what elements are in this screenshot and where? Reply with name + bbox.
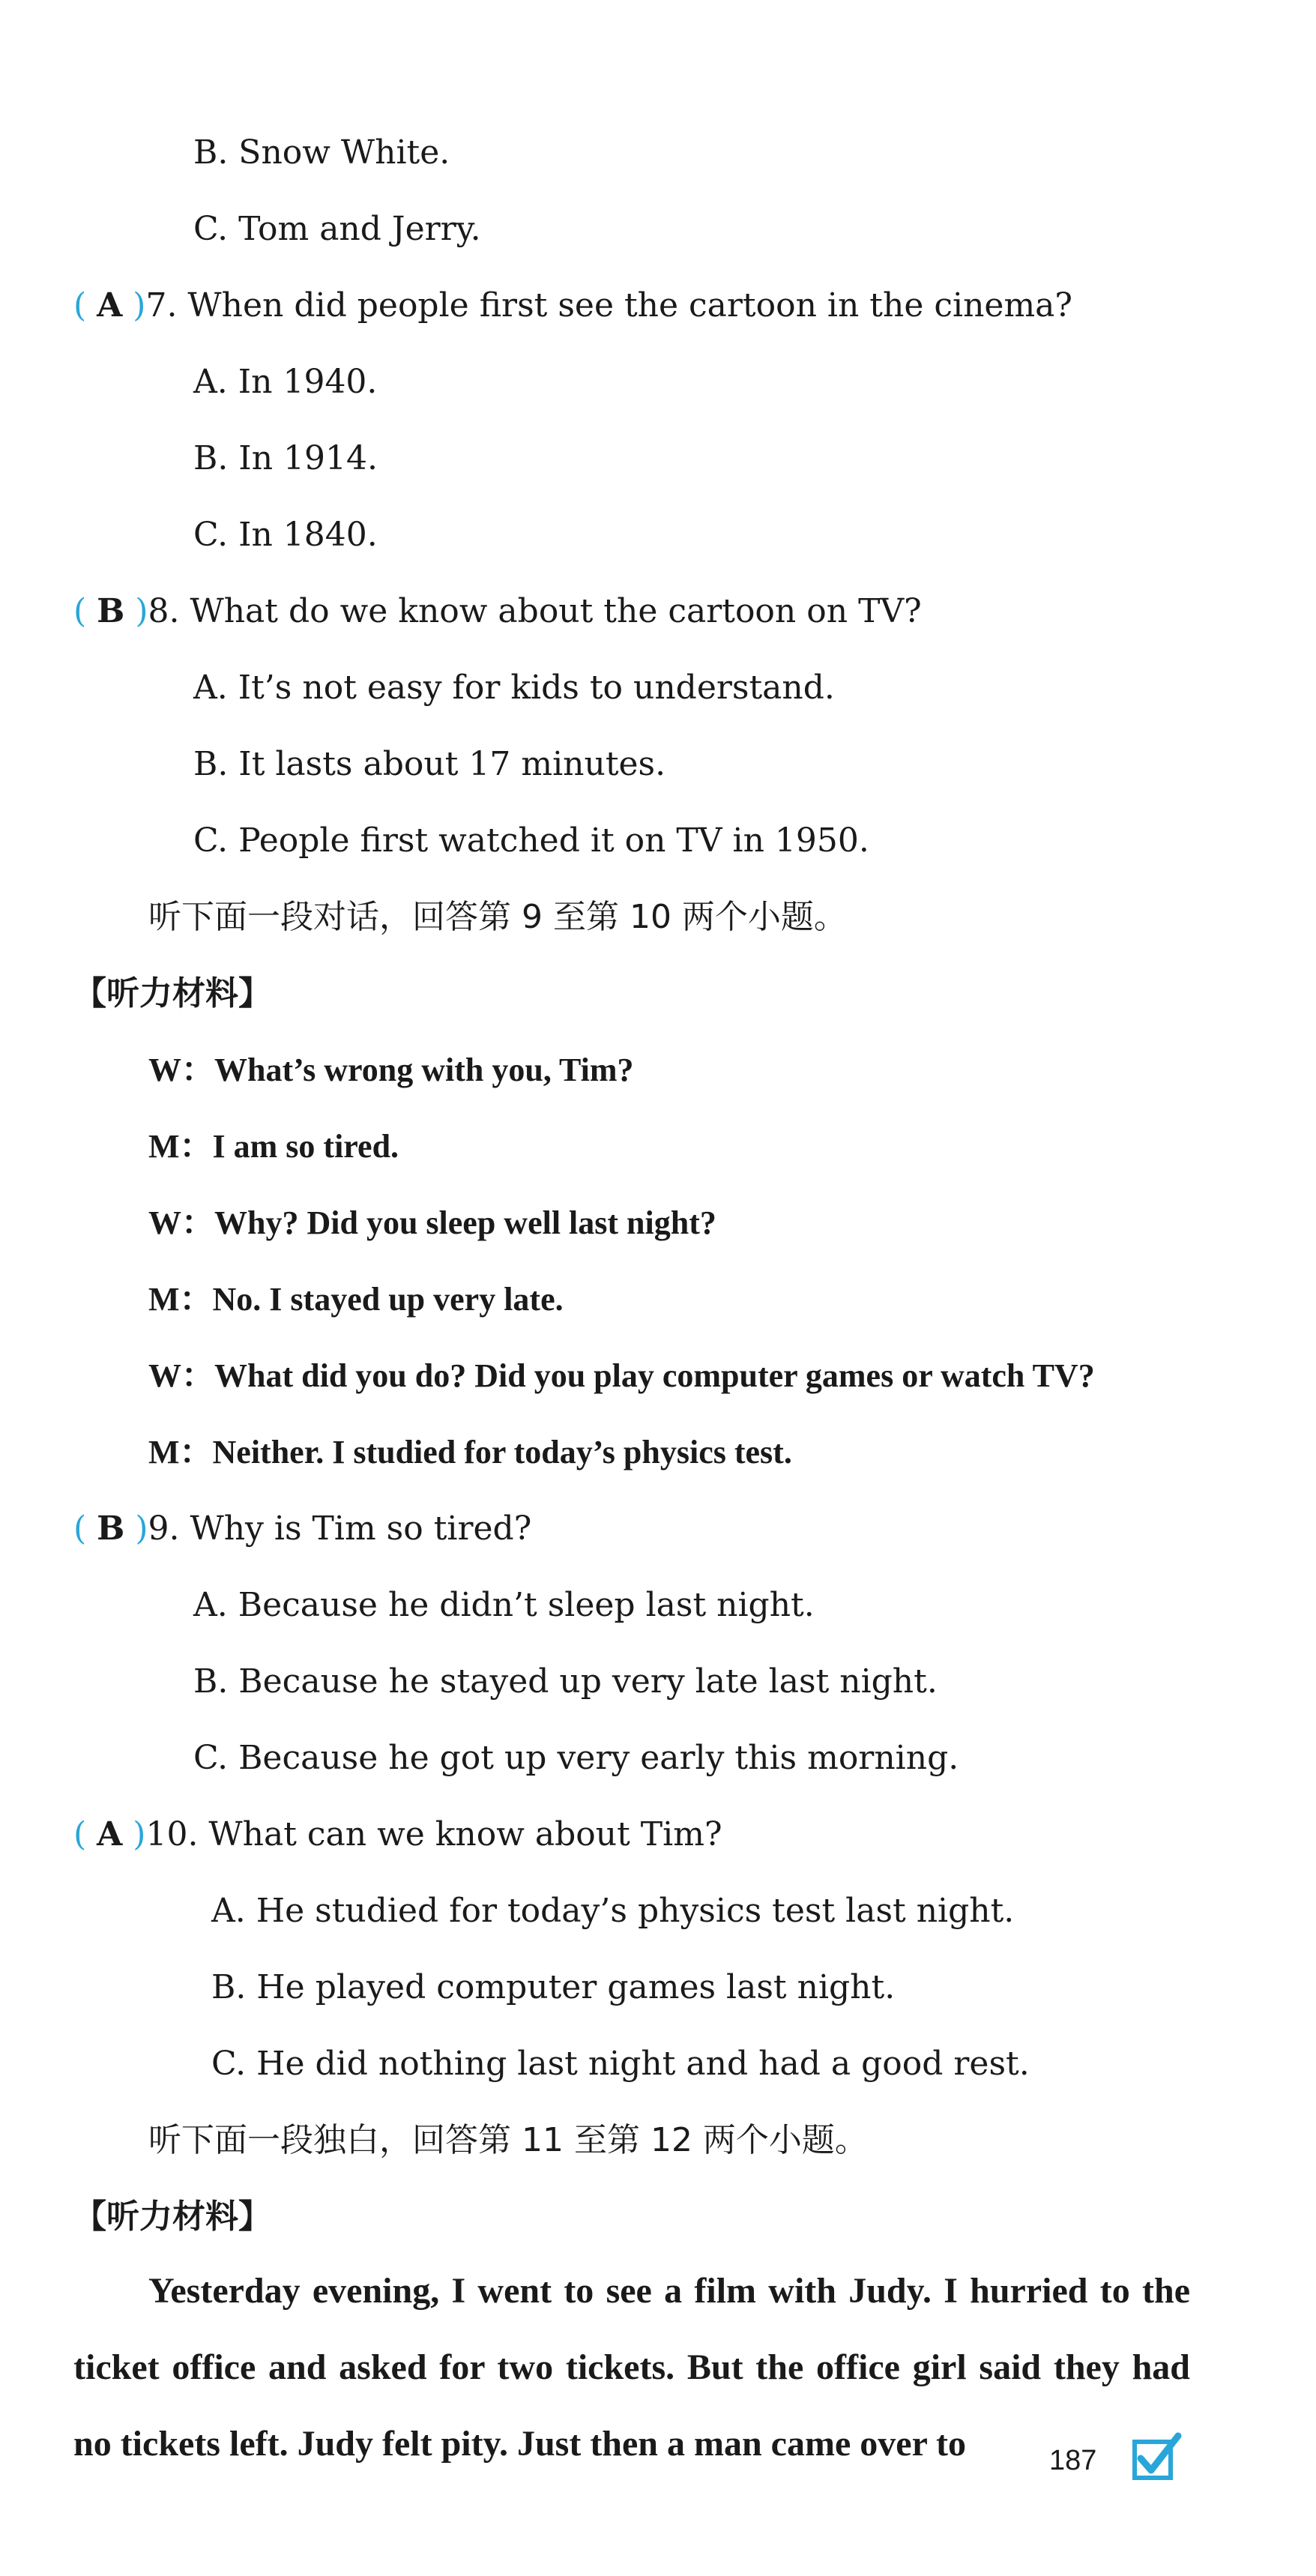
q8-option-c: C. People first watched it on TV in 1950. <box>193 821 869 860</box>
answer-paren: ( A ) <box>73 286 146 325</box>
question-9 <box>73 1507 531 1551</box>
dialogue-line: W：Why? Did you sleep well last night? <box>148 1204 716 1241</box>
q10-option-a: A. He studied for today’s physics test last night. <box>211 1892 1015 1930</box>
q7-option-c: C. In 1840. <box>193 516 378 554</box>
q7-option-a: A. In 1940. <box>193 363 378 401</box>
question-10-text: 10. What can we know about Tim? <box>145 1815 722 1853</box>
answer-7: A <box>97 286 123 325</box>
instruction-dialogue: 听下面一段对话，回答第 9 至第 10 两个小题。 <box>148 898 847 936</box>
dialogue-line: W：What’s wrong with you, Tim? <box>148 1052 634 1088</box>
dialogue-line: M：Neither. I studied for today’s physics test. <box>148 1434 792 1471</box>
q8-option-a: A. It’s not easy for kids to understand. <box>193 669 835 707</box>
q10-option-b: B. He played computer games last night. <box>211 1968 896 2006</box>
question-10 <box>73 1813 722 1856</box>
q7-option-b: B. In 1914. <box>193 439 378 477</box>
answer-paren: ( B ) <box>73 1509 148 1548</box>
section-label: 【听力材料】 <box>73 2198 271 2236</box>
checkbox-check-icon <box>1130 2431 1183 2484</box>
q9-option-a: A. Because he didn’t sleep last night. <box>193 1586 815 1624</box>
q6-option-b: B. Snow White. <box>193 133 450 172</box>
q8-option-b: B. It lasts about 17 minutes. <box>193 745 666 783</box>
dialogue-line: M：No. I stayed up very late. <box>148 1281 564 1318</box>
question-8-text: 8. What do we know about the cartoon on TV? <box>148 592 922 630</box>
section-label: 【听力材料】 <box>73 974 271 1013</box>
dialogue-line: M：I am so tired. <box>148 1128 399 1165</box>
q10-option-c: C. He did nothing last night and had a good rest. <box>211 2045 1030 2083</box>
answer-10: A <box>97 1815 123 1853</box>
q9-option-c: C. Because he got up very early this morning. <box>193 1739 959 1777</box>
answer-8: B <box>97 592 125 630</box>
answer-paren: ( B ) <box>73 592 148 630</box>
monologue-paragraph: Yesterday evening, I went to see a film with Judy. I hurried to the ticket office and asked for two tickets. But the office girl said they had no tickets left. Judy felt pity. Just then a man came over to <box>73 2271 1190 2464</box>
dialogue-line: W：What did you do? Did you play computer games or watch TV? <box>148 1357 1095 1394</box>
answer-paren: ( A ) <box>73 1815 146 1853</box>
question-7-text: 7. When did people first see the cartoon in the cinema? <box>145 286 1072 325</box>
q9-option-b: B. Because he stayed up very late last night. <box>193 1662 938 1701</box>
question-8 <box>73 590 922 633</box>
q6-option-c: C. Tom and Jerry. <box>193 210 481 248</box>
instruction-monologue: 听下面一段独白，回答第 11 至第 12 两个小题。 <box>148 2121 868 2159</box>
page-number: 187 <box>1049 2445 1097 2476</box>
question-9-text: 9. Why is Tim so tired? <box>148 1509 532 1548</box>
question-7 <box>73 284 1072 328</box>
answer-9: B <box>97 1509 125 1548</box>
